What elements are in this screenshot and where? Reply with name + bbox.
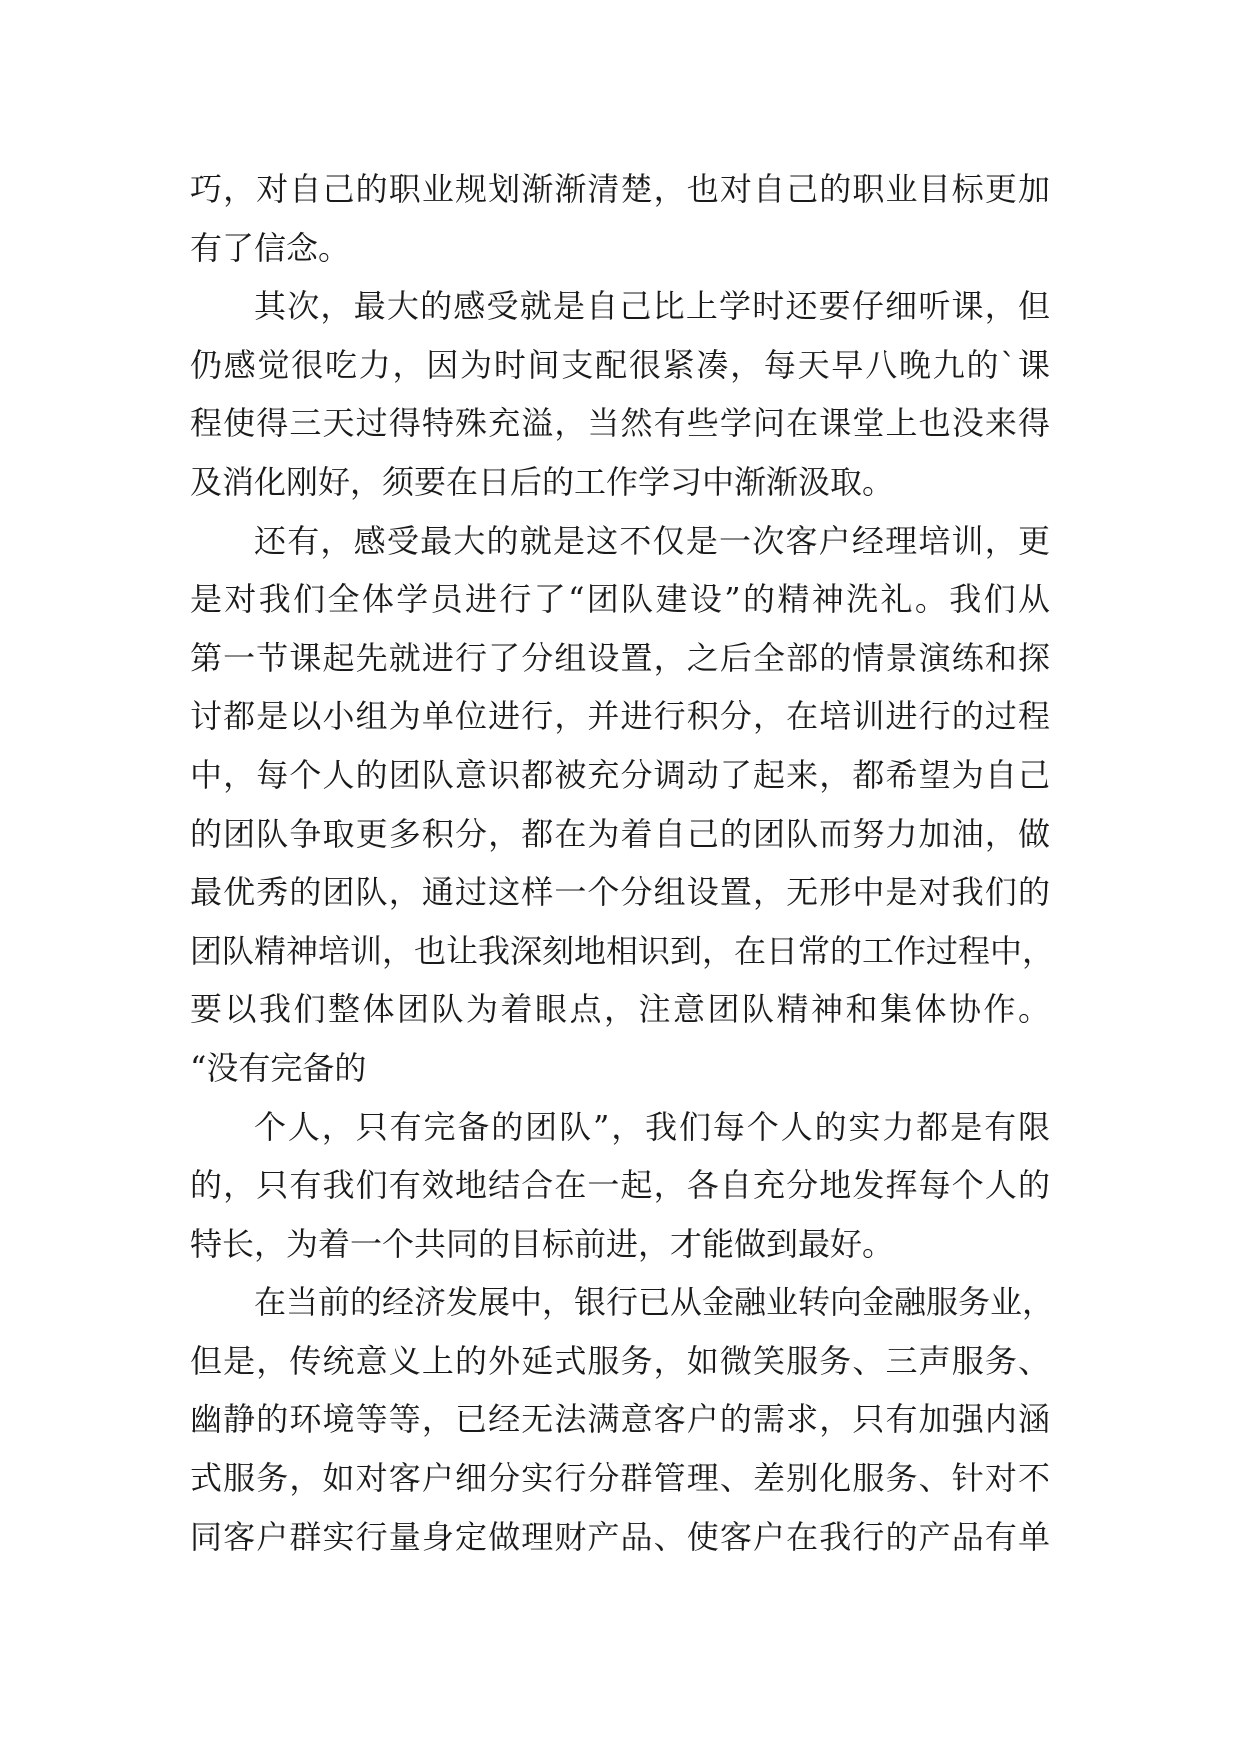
- text-line: 个人，只有完备的团队”，我们每个人的实力都是有限: [254, 1107, 1050, 1146]
- text-line: 程使得三天过得特殊充溢，当然有些学问在课堂上也没来得: [190, 404, 1050, 443]
- text-line: 在当前的经济发展中，银行已从金融业转向金融服务业，: [254, 1283, 1055, 1322]
- text-line: 最优秀的团队，通过这样一个分组设置，无形中是对我们的: [190, 873, 1050, 912]
- text-line: 仍感觉很吃力，因为时间支配很紧凑，每天早八晚九的`课: [190, 345, 1050, 384]
- text-line: 同客户群实行量身定做理财产品、使客户在我行的产品有单: [190, 1517, 1050, 1556]
- text-line: 团队精神培训，也让我深刻地相识到，在日常的工作过程中，: [190, 931, 1055, 970]
- text-line: 中，每个人的团队意识都被充分调动了起来，都希望为自己: [190, 755, 1050, 794]
- text-line: 还有，感受最大的就是这不仅是一次客户经理培训，更: [254, 521, 1050, 560]
- text-line: 是对我们全体学员进行了“团队建设”的精神洗礼。我们从: [190, 580, 1050, 619]
- text-line: 但是，传统意义上的外延式服务，如微笑服务、三声服务、: [190, 1341, 1050, 1380]
- body-text: [190, 160, 1055, 1566]
- text-line: 的，只有我们有效地结合在一起，各自充分地发挥每个人的: [190, 1166, 1050, 1205]
- text-line: 要以我们整体团队为着眼点，注意团队精神和集体协作。: [190, 990, 1050, 1029]
- text-line: “没有完备的: [190, 1048, 367, 1087]
- text-line: 及消化刚好，须要在日后的工作学习中渐渐汲取。: [190, 462, 895, 501]
- text-line: 特长，为着一个共同的目标前进，才能做到最好。: [190, 1224, 895, 1263]
- text-line: 其次，最大的感受就是自己比上学时还要仔细听课，但: [254, 287, 1050, 326]
- text-line: 巧，对自己的职业规划渐渐清楚，也对自己的职业目标更加: [190, 170, 1050, 208]
- text-line: 第一节课起先就进行了分组设置，之后全部的情景演练和探: [190, 638, 1050, 677]
- text-line: 讨都是以小组为单位进行，并进行积分，在培训进行的过程: [190, 697, 1050, 736]
- text-line: 有了信念。: [190, 228, 351, 267]
- text-line: 幽静的环境等等，已经无法满意客户的需求，只有加强内涵: [190, 1400, 1050, 1439]
- text-line: 的团队争取更多积分，都在为着自己的团队而努力加油，做: [190, 814, 1050, 853]
- text-line: 式服务，如对客户细分实行分群管理、差别化服务、针对不: [190, 1459, 1050, 1498]
